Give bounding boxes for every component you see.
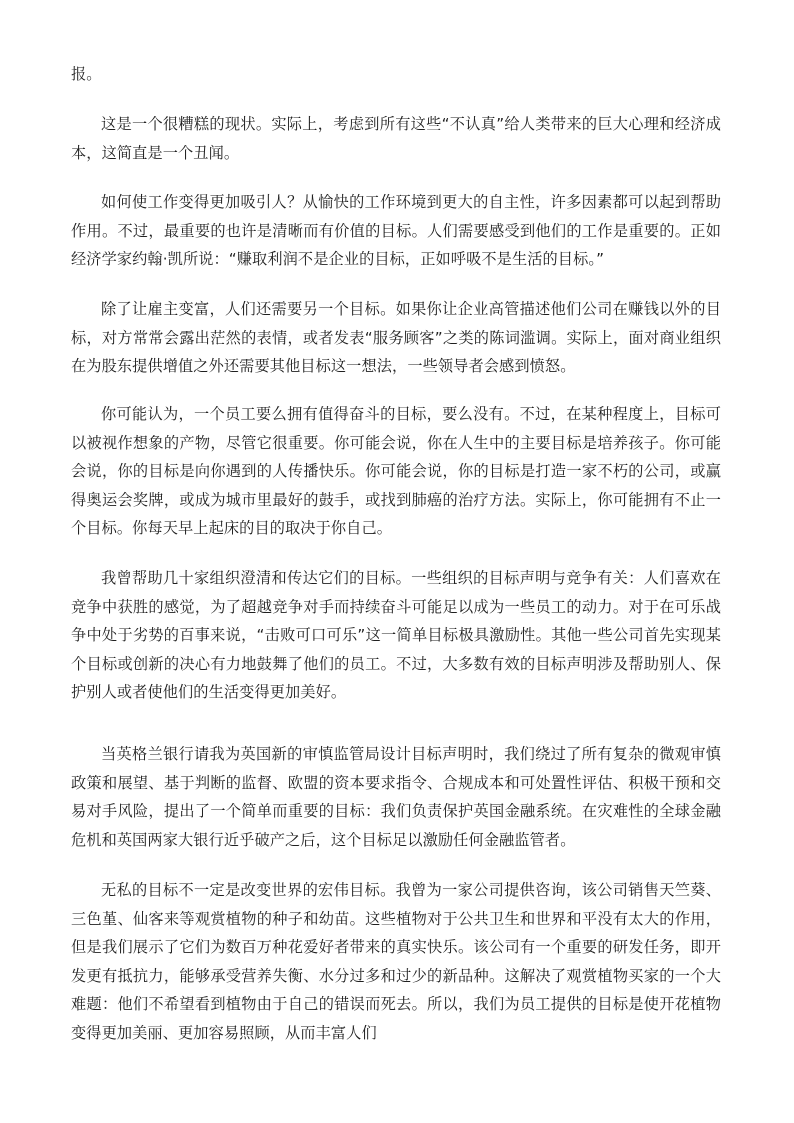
paragraph-1: 这是一个很糟糕的现状。实际上，考虑到所有这些“不认真”给人类带来的巨大心理和经济成本，这简直是一个丑闻。 — [71, 115, 721, 162]
paragraph-0: 报。 — [71, 65, 102, 83]
paragraph-3: 除了让雇主变富，人们还需要另一个目标。如果你让企业高管描述他们公司在赚钱以外的目标，对方常常会露出茫然的表情，或者发表“服务顾客”之类的陈词滥调。实际上，面对商业组织在为股东提供增值之外还需要其他目标这一想法，一些领导者会感到愤怒。 — [71, 300, 721, 375]
paragraph-6: 当英格兰银行请我为英国新的审慎监管局设计目标声明时，我们绕过了所有复杂的微观审慎政策和展望、基于判断的监督、欧盟的资本要求指令、合规成本和可处置性评估、积极干预和交易对手风险，提出了一个简单而重要的目标：我们负责保护英国金融系统。在灾难性的全球金融危机和英国两家大银行近乎破产之后，这个目标足以激励任何金融监管者。 — [71, 745, 721, 849]
paragraph-continuation — [71, 60, 721, 89]
paragraph-5: 我曾帮助几十家组织澄清和传达它们的目标。一些组织的目标声明与竞争有关：人们喜欢在竞争中获胜的感觉，为了超越竞争对手而持续奋斗可能足以成为一些员工的动力。对于在可乐战争中处于劣势的百事来说，“击败可口可乐”这一简单目标极具激励性。其他一些公司首先实现某个目标或创新的决心有力地鼓舞了他们的员工。不过，大多数有效的目标声明涉及帮助别人、保护别人或者使他们的生活变得更加美好。 — [71, 569, 721, 701]
paragraph — [71, 876, 721, 1047]
paragraph-4: 你可能认为，一个员工要么拥有值得奋斗的目标，要么没有。不过，在某种程度上，目标可以被视作想象的产物，尽管它很重要。你可能会说，你在人生中的主要目标是培养孩子。你可能会说，你的目标是向你遇到的人传播快乐。你可能会说，你的目标是打造一家不朽的公司，或赢得奥运会奖牌，或成为城市里最好的鼓手，或找到肺癌的治疗方法。实际上，你可能拥有不止一个目标。你每天早上起床的目的取决于你自己。 — [71, 405, 721, 537]
paragraph — [71, 188, 721, 274]
paragraph-7: 无私的目标不一定是改变世界的宏伟目标。我曾为一家公司提供咨询，该公司销售天竺葵、三色堇、仙客来等观赏植物的种子和幼苗。这些植物对于公共卫生和世界和平没有太大的作用，但是我们展示了它们为数百万种花爱好者带来的真实快乐。该公司有一个重要的研发任务，即开发更有抵抗力，能够承受营养失衡、水分过多和过少的新品种。这解决了观赏植物买家的一个大难题：他们不希望看到植物由于自己的错误而死去。所以，我们为员工提供的目标是使开花植物变得更加美丽、更加容易照顾，从而丰富人们 — [71, 881, 721, 1042]
paragraph — [71, 110, 721, 167]
paragraph — [71, 400, 721, 543]
paragraph — [71, 295, 721, 381]
paragraph — [71, 564, 721, 707]
paragraph — [71, 740, 721, 854]
paragraph-2: 如何使工作变得更加吸引人？从愉快的工作环境到更大的自主性，许多因素都可以起到帮助作用。不过，最重要的也许是清晰而有价值的目标。人们需要感受到他们的工作是重要的。正如经济学家约翰·凯所说：“赚取利润不是企业的目标，正如呼吸不是生活的目标。” — [71, 193, 721, 268]
